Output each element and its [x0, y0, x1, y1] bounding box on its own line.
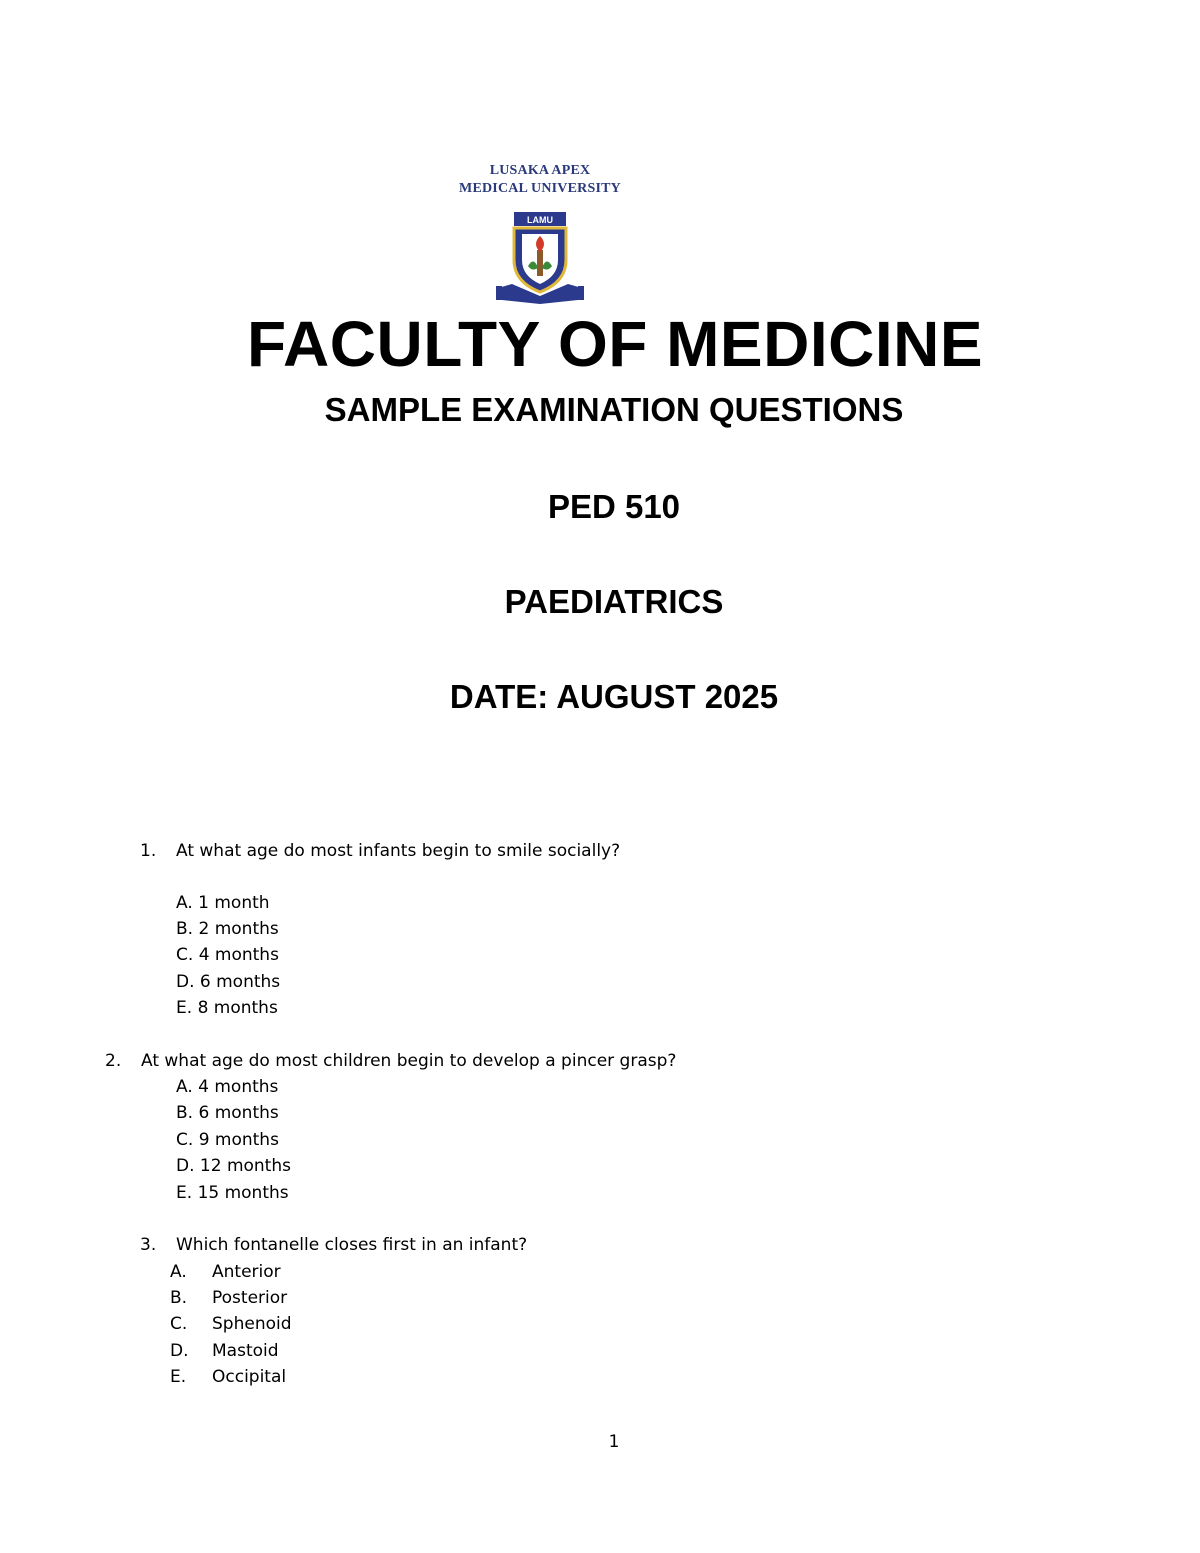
- question-text: At what age do most children begin to develop a pincer grasp?: [141, 1051, 677, 1071]
- option-letter: D.: [176, 972, 195, 992]
- option-letter: E.: [176, 1183, 193, 1203]
- option-text: 6 months: [198, 1103, 279, 1123]
- option-b: [176, 1100, 279, 1127]
- option-e: [176, 995, 278, 1022]
- option-letter: A.: [176, 1077, 193, 1097]
- option-d: [170, 1338, 279, 1365]
- option-text: Anterior: [212, 1262, 281, 1282]
- question-number: 1.: [140, 841, 157, 861]
- university-logo: [440, 162, 640, 304]
- option-letter: B.: [176, 919, 194, 939]
- option-letter: A.: [176, 893, 193, 913]
- option-text: 9 months: [198, 1130, 279, 1150]
- option-letter: A.: [170, 1262, 187, 1282]
- option-letter: B.: [170, 1288, 188, 1308]
- option-a: [170, 1259, 281, 1286]
- crest-label: LAMU: [527, 215, 553, 225]
- page-number: 1: [608, 1432, 620, 1452]
- option-letter: E.: [176, 998, 193, 1018]
- logo-line-1: LUSAKA APEX: [489, 163, 591, 178]
- exam-date: DATE: AUGUST 2025: [449, 678, 779, 715]
- option-text: 15 months: [197, 1183, 289, 1203]
- option-text: 4 months: [198, 945, 279, 965]
- option-letter: B.: [176, 1103, 194, 1123]
- option-d: [176, 969, 280, 996]
- crest-icon: [492, 208, 588, 304]
- option-text: 12 months: [199, 1156, 291, 1176]
- option-a: [176, 890, 270, 917]
- option-text: Posterior: [212, 1288, 288, 1308]
- course-name: PAEDIATRICS: [504, 583, 724, 620]
- option-letter: C.: [176, 1130, 194, 1150]
- question-text: At what age do most infants begin to smile socially?: [176, 841, 621, 861]
- option-a: [176, 1074, 278, 1101]
- faculty-title: FACULTY OF MEDICINE: [246, 308, 984, 380]
- option-text: Sphenoid: [212, 1314, 292, 1334]
- option-c: [176, 942, 279, 969]
- option-text: Mastoid: [212, 1341, 279, 1361]
- option-letter: D.: [170, 1341, 189, 1361]
- option-text: 6 months: [199, 972, 281, 992]
- option-b: [170, 1285, 287, 1312]
- option-text: Occipital: [212, 1367, 287, 1387]
- option-letter: C.: [170, 1314, 188, 1334]
- option-text: 2 months: [198, 919, 279, 939]
- option-b: [176, 916, 279, 943]
- option-d: [176, 1153, 291, 1180]
- option-text: 4 months: [198, 1077, 279, 1097]
- question-number: 2.: [105, 1051, 122, 1071]
- question-text: Which fontanelle closes first in an infant?: [176, 1235, 528, 1255]
- question-number: 3.: [140, 1235, 157, 1255]
- logo-line-2: MEDICAL UNIVERSITY: [459, 181, 621, 196]
- option-letter: C.: [176, 945, 194, 965]
- option-e: [176, 1180, 289, 1207]
- option-c: [176, 1127, 279, 1154]
- option-letter: E.: [170, 1367, 187, 1387]
- option-c: [170, 1311, 292, 1338]
- option-letter: D.: [176, 1156, 195, 1176]
- exam-subtitle: SAMPLE EXAMINATION QUESTIONS: [324, 391, 904, 428]
- option-text: 1 month: [198, 893, 270, 913]
- option-e: [170, 1364, 286, 1391]
- option-text: 8 months: [197, 998, 278, 1018]
- course-code: PED 510: [547, 488, 681, 525]
